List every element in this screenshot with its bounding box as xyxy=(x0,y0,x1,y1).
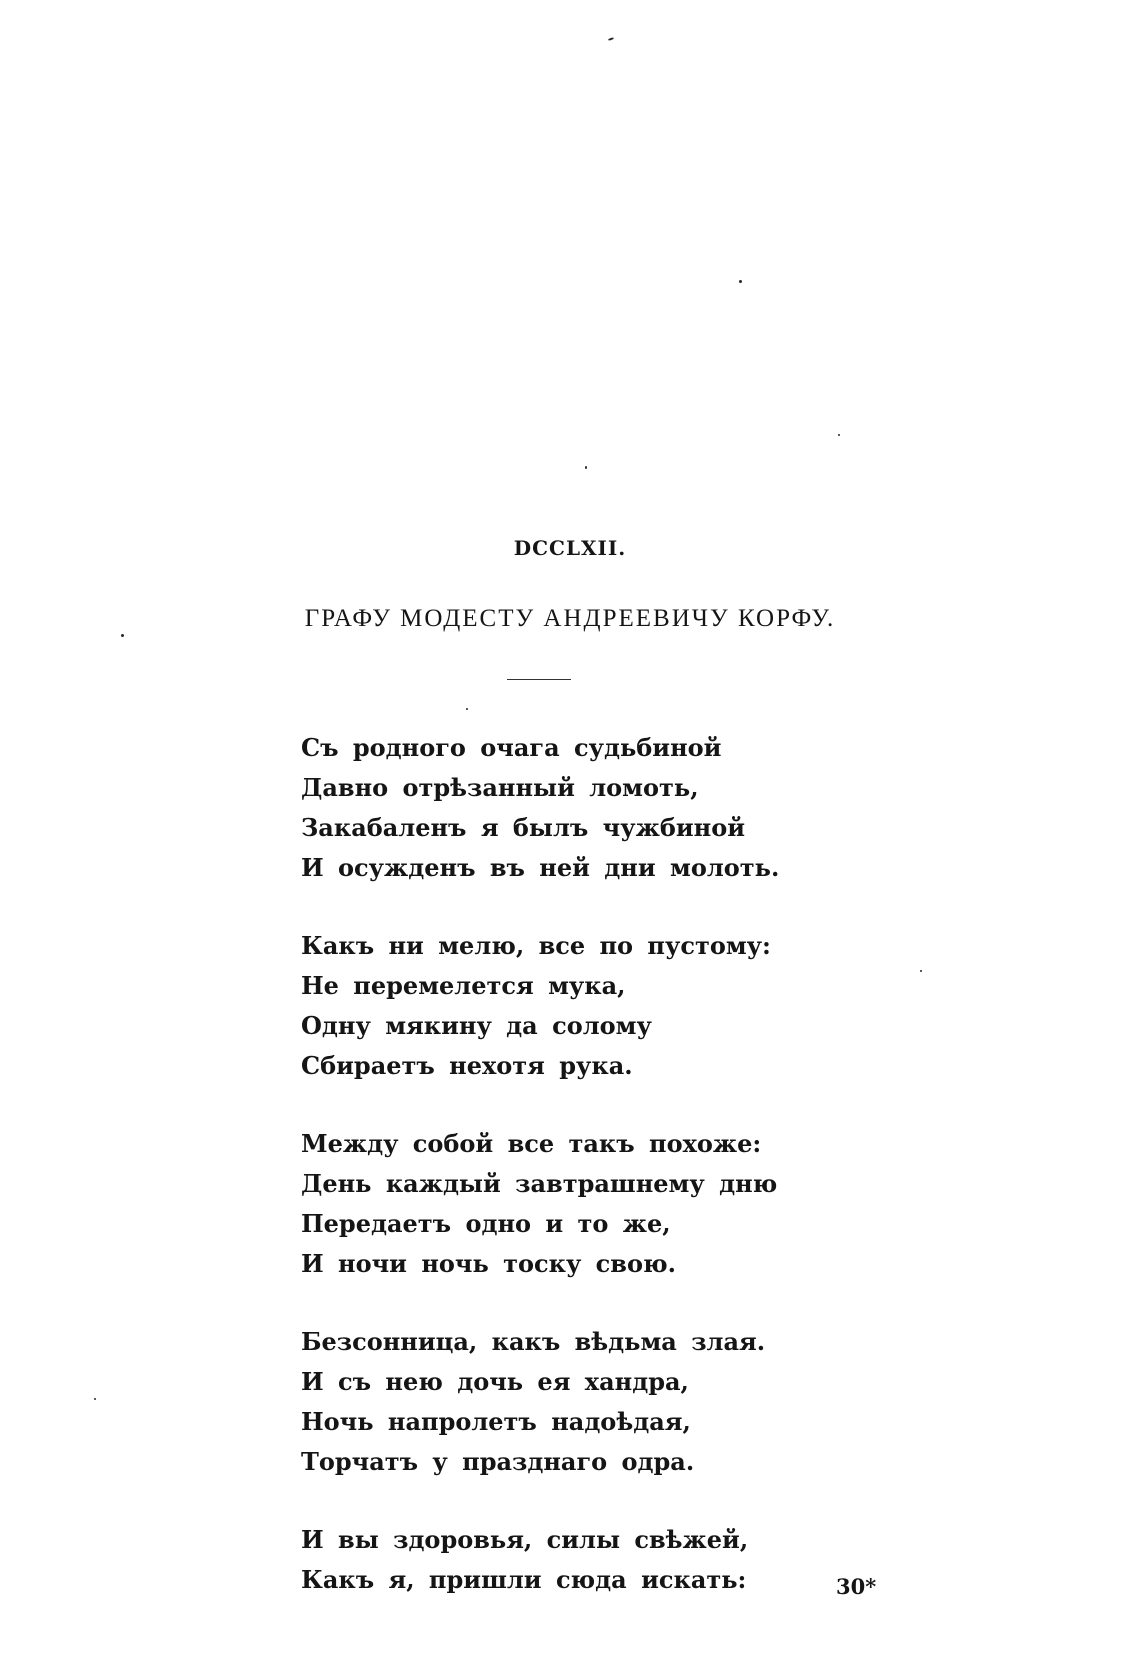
verse-line: Ночь напролетъ надоѣдая, xyxy=(301,1407,691,1436)
verse-line: И осужденъ въ ней дни молоть. xyxy=(301,853,780,882)
verse-line: Торчатъ у празднаго одра. xyxy=(301,1447,695,1476)
scan-speck xyxy=(608,37,614,41)
stanza xyxy=(301,926,921,1086)
verse-line: День каждый завтрашнему дню xyxy=(301,1169,778,1198)
verse-line: Съ родного очага судьбиной xyxy=(301,733,722,762)
scan-speck xyxy=(585,466,587,469)
verse-line: Не перемелется мука, xyxy=(301,971,626,1000)
verse-line: Безсонница, какъ вѣдьма злая. xyxy=(301,1327,766,1356)
stanza xyxy=(301,1520,921,1600)
page-signature: 30* xyxy=(836,1574,877,1599)
verse-line: Между собой все такъ похоже: xyxy=(301,1129,762,1158)
scan-speck xyxy=(838,434,840,436)
verse-line: Сбираетъ нехотя рука. xyxy=(301,1051,633,1080)
poem-number: DCCLXII. xyxy=(513,536,627,560)
verse-line: И вы здоровья, силы свѣжей, xyxy=(301,1525,749,1554)
stanza xyxy=(301,1124,921,1284)
verse-line: Давно отрѣзанный ломоть, xyxy=(301,773,699,802)
scan-speck xyxy=(94,1398,96,1400)
stanza xyxy=(301,728,921,888)
verse-line: Какъ я, пришли сюда искать: xyxy=(301,1565,747,1594)
verse-line: Одну мякину да солому xyxy=(301,1011,652,1040)
verse-line: Закабаленъ я былъ чужбиной xyxy=(301,813,746,842)
verse-line: Передаетъ одно и то же, xyxy=(301,1209,671,1238)
verse-line: И съ нею дочь ея хандра, xyxy=(301,1367,689,1396)
scan-speck xyxy=(739,280,742,283)
verse-line: Какъ ни мелю, все по пустому: xyxy=(301,931,771,960)
scan-speck xyxy=(466,708,468,710)
scan-speck xyxy=(121,634,124,637)
verse-line: И ночи ночь тоску свою. xyxy=(301,1249,676,1278)
poem-dedication: ГРАФУ МОДЕСТУ АНДРЕЕВИЧУ КОРФУ. xyxy=(304,605,836,632)
poem-body xyxy=(301,728,921,1638)
stanza xyxy=(301,1322,921,1482)
title-divider xyxy=(507,679,571,680)
